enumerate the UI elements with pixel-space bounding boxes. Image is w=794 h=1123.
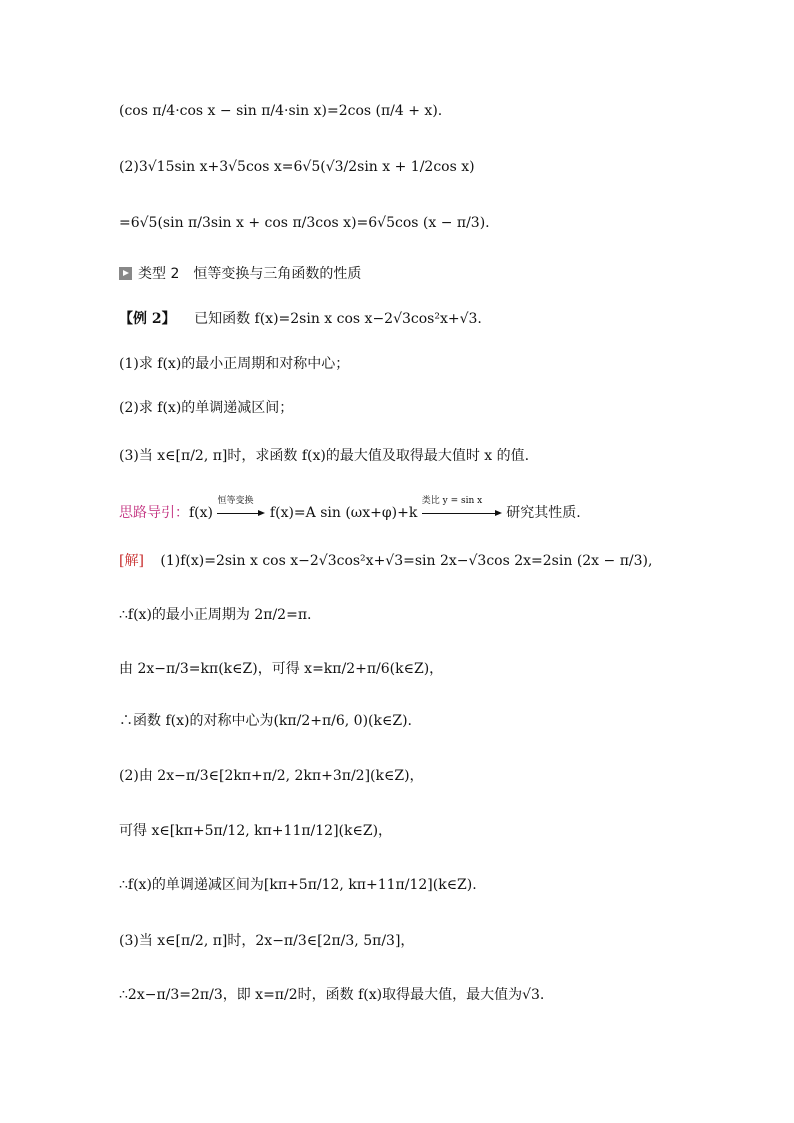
text-line-2: (2)3√15sin x+3√5cos x=6√5(√3/2sin x + 1/2cos x): [119, 159, 475, 175]
question-2: (2)求 f(x)的单调递减区间；: [119, 400, 294, 416]
solution-tag: [解]: [119, 553, 144, 569]
question-1: (1)求 f(x)的最小正周期和对称中心；: [119, 356, 350, 372]
hint-arrow-1: [217, 496, 265, 523]
solution-line-5: (2)由 2x−π/3∈[2kπ+π/2, 2kπ+3π/2](k∈Z)，: [119, 768, 424, 784]
hint-part-b: f(x)=A sin (ωx+φ)+k: [269, 505, 418, 521]
solution-line-2: ∴f(x)的最小正周期为 2π/2=π.: [119, 607, 312, 623]
solution-line-6: 可得 x∈[kπ+5π/12, kπ+11π/12](k∈Z)，: [119, 823, 393, 839]
text-line-1: (cos π/4·cos x − sin π/4·sin x)=2cos (π/4 + x).: [119, 103, 443, 119]
section-title: 类型 2 恒等变换与三角函数的性质: [138, 266, 362, 282]
right-arrow-icon: [217, 508, 265, 518]
hint-arrow-2-label: 类比 y = sin x: [421, 496, 483, 506]
example-line: [119, 309, 482, 329]
question-3: (3)当 x∈[π/2, π]时，求函数 f(x)的最大值及取得最大值时 x 的值.: [119, 448, 530, 464]
solution-line-4: ∴函数 f(x)的对称中心为(kπ/2+π/6, 0)(k∈Z).: [119, 713, 412, 729]
solution-line-7: ∴f(x)的单调递减区间为[kπ+5π/12, kπ+11π/12](k∈Z).: [119, 877, 477, 893]
hint-arrow-1-label: 恒等变换: [217, 496, 254, 506]
hint-arrow-2: [421, 496, 502, 523]
play-triangle-icon: [119, 267, 132, 280]
hint-part-a: f(x): [189, 505, 214, 521]
solution-line-8: (3)当 x∈[π/2, π]时，2x−π/3∈[2π/3, 5π/3]，: [119, 933, 415, 949]
hint-label: 思路导引：: [119, 505, 189, 521]
section-heading: [119, 264, 361, 284]
example-text: 已知函数 f(x)=2sin x cos x−2√3cos²x+√3.: [194, 311, 482, 327]
solution-text-1: (1)f(x)=2sin x cos x−2√3cos²x+√3=sin 2x−√3cos 2x=2sin (2x − π/3),: [160, 553, 653, 569]
solution-line-1: [119, 551, 652, 571]
solution-line-9: ∴2x−π/3=2π/3，即 x=π/2时，函数 f(x)取得最大值，最大值为√3.: [119, 987, 545, 1003]
solution-line-3: 由 2x−π/3=kπ(k∈Z)，可得 x=kπ/2+π/6(k∈Z)，: [119, 661, 444, 677]
text-line-3: =6√5(sin π/3sin x + cos π/3cos x)=6√5cos (x − π/3).: [119, 215, 490, 231]
example-tag: 【例 2】: [119, 311, 176, 327]
hint-line: [119, 496, 581, 523]
hint-part-c: 研究其性质.: [506, 505, 581, 521]
right-arrow-icon: [422, 508, 502, 518]
